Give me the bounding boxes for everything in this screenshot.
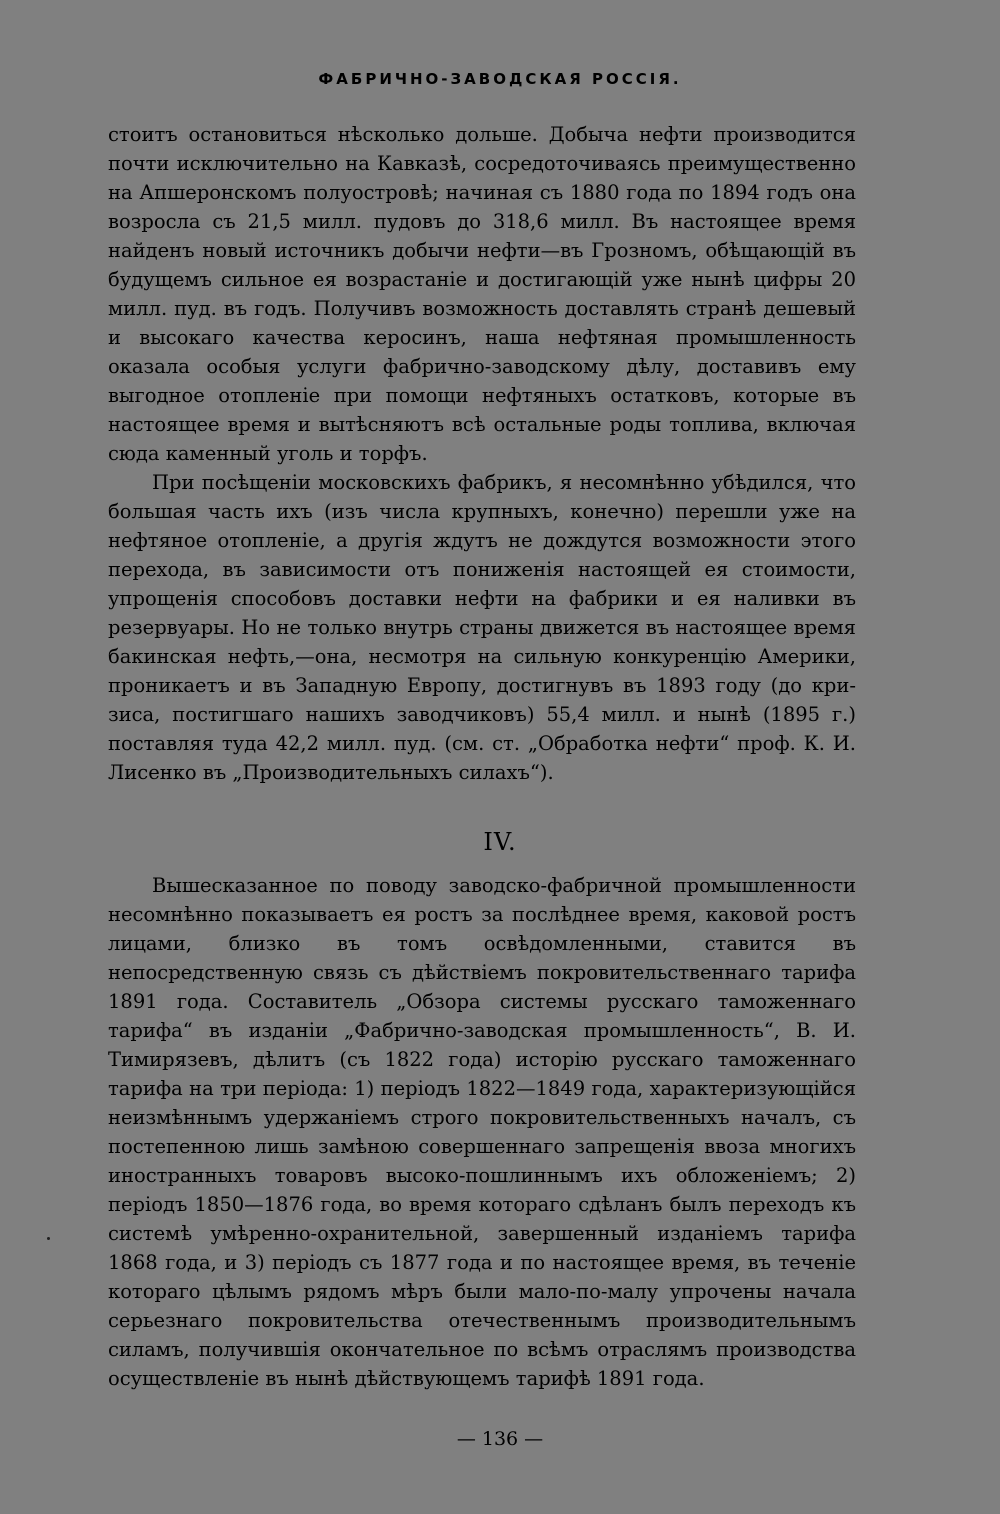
page-number: — 136 — — [456, 1428, 544, 1450]
section-heading: IV. — [483, 828, 517, 856]
paragraph-continued: стоитъ остановиться нѣсколько дольше. Добыча нефти производится почти исключительно на Кавказѣ, сосредоточиваясь преимущественно на Апшеронскомъ полуостровѣ; начиная съ 1880 года по 1894 годъ она возросла съ 21,5 милл. пудовъ до 318,6 милл. Въ настоящее время найденъ новый источникъ добычи нефти—въ Грозномъ, обѣщающій въ будущемъ сильное ея возрастаніе и достигающій уже нынѣ цифры 20 милл. пуд. въ годъ. Получивъ возможность доставлять странѣ дешевый и высокаго качества керосинъ, наша нефтяная промышленность оказала особыя услуги фабрично-заводскому дѣлу, доставивъ ему выгодное отопленіе при помощи нефтяныхъ остатковъ, которые въ настоящее время и вытѣсняютъ всѣ остальные роды топлива, включая сюда каменный уголь и торфъ. — [108, 123, 856, 465]
text-block-top — [108, 120, 856, 787]
paragraph: При посѣщеніи московскихъ фабрикъ, я несомнѣнно убѣдился, что большая часть ихъ (изъ числа крупныхъ, конечно) перешли уже на нефтяное отопленіе, а другія ждутъ не дождутся возможности этого перехода, въ зависимости отъ пониженія настоящей ея стоимости, упрощенія способовъ доставки нефти на фабрики и ея наливки въ резервуары. Но не только внутрь страны движется въ настоящее время бакинская нефть,—она, несмотря на сильную конкуренцію Америки, проникаетъ и въ Западную Европу, достигнувъ въ 1893 году (до кризиса, постигшаго нашихъ заводчиковъ) 55,4 милл. и нынѣ (1895 г.) поставляя туда 42,2 милл. пуд. (см. ст. „Обработка нефти“ проф. К. И. Лисенко въ „Производительныхъ силахъ“). — [108, 471, 856, 784]
paragraph: Вышесказанное по поводу заводско-фабричной промышленности несомнѣнно показываетъ ея ростъ за послѣднее время, каковой ростъ лицами, близко въ томъ освѣдомленными, ставится въ непосредственную связь съ дѣйствіемъ покровительственнаго тарифа 1891 года. Составитель „Обзора системы русскаго таможеннаго тарифа“ въ изданіи „Фабрично-заводская промышленность“, В. И. Тимирязевъ, дѣлитъ (съ 1822 года) исторію русскаго таможеннаго тарифа на три періода: 1) періодъ 1822—1849 года, характеризующійся неизмѣннымъ удержаніемъ строго покровительственныхъ началъ, съ постепенною лишь замѣною совершеннаго запрещенія ввоза многихъ иностранныхъ товаровъ высоко-пошлиннымъ ихъ обложеніемъ; 2) періодъ 1850—1876 года, во время котораго сдѣланъ былъ переходъ къ системѣ умѣренно-охранительной, завершенный изданіемъ тарифа 1868 года, и 3) періодъ съ 1877 года и по настоящее время, въ теченіе котораго цѣлымъ рядомъ мѣръ были мало-по-малу упрочены начала серьезнаго покровительства отечественнымъ производительнымъ силамъ, получившія окончательное по всѣмъ отраслямъ производства осуществленіе въ нынѣ дѣйствующемъ тарифѣ 1891 года. — [108, 874, 856, 1390]
margin-speck — [47, 1237, 50, 1240]
text-block-bottom — [108, 871, 856, 1393]
running-head: ФАБРИЧНО-ЗАВОДСКАЯ РОССІЯ. — [318, 70, 682, 88]
